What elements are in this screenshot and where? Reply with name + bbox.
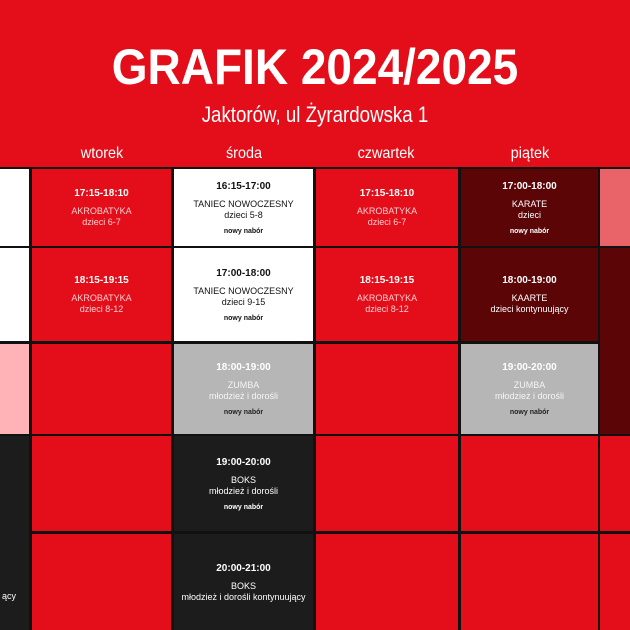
class-group: dzieci 8-12 [365, 304, 409, 314]
class-card-friday-1 [461, 169, 598, 246]
day-header-thursday: czwartek [357, 145, 415, 162]
class-name: KARATE [511, 198, 548, 209]
empty-cell [461, 534, 598, 630]
saturday-cell-4 [600, 534, 630, 630]
class-name: TANIEC NOWOCZESNY [193, 198, 294, 209]
class-group: młodzież i dorośli kontynuujący [181, 591, 306, 602]
empty-cell [316, 344, 458, 434]
new-enrollment-note: nowy nabór [223, 314, 264, 322]
class-name: ZUMBA [227, 380, 260, 390]
class-time: 19:00-20:00 [502, 362, 557, 373]
monday-cell-4-text: ący [2, 591, 17, 601]
class-time: 19:00-20:00 [216, 456, 271, 468]
class-group: dzieci 8-12 [79, 304, 124, 314]
class-time: 18:15-19:15 [74, 275, 129, 286]
class-card-wednesday-2 [174, 248, 313, 341]
class-group: dzieci [517, 209, 541, 220]
class-time: 20:00-21:00 [216, 562, 271, 574]
class-name: KAARTE [511, 293, 548, 303]
class-card-friday-2 [461, 248, 598, 341]
saturday-cell-3 [600, 436, 630, 531]
class-name: ZUMBA [513, 380, 546, 390]
class-name: BOKS [230, 580, 256, 591]
class-card-wednesday-3 [174, 344, 313, 434]
monday-cell-4 [0, 436, 29, 630]
schedule-grid [0, 167, 630, 630]
class-group: dzieci 5-8 [224, 209, 263, 220]
class-group: dzieci 6-7 [82, 217, 121, 227]
saturday-cell-2 [600, 248, 630, 434]
class-time: 17:00-18:00 [502, 180, 557, 192]
class-card-thursday-1 [316, 169, 458, 246]
class-name: AKROBATYKA [356, 206, 418, 216]
empty-cell [32, 534, 171, 630]
class-group: młodzież i dorośli [208, 485, 279, 496]
class-group: młodzież i dorośli [494, 391, 565, 401]
class-time: 18:15-19:15 [359, 275, 415, 286]
new-enrollment-note: nowy nabór [509, 227, 550, 235]
class-group: dzieci 9-15 [221, 296, 266, 307]
day-header-wednesday: środa [225, 145, 263, 162]
class-group: dzieci kontynuujący [490, 304, 569, 314]
empty-cell [32, 436, 171, 531]
empty-cell [316, 436, 458, 531]
class-time: 18:00-19:00 [502, 275, 557, 286]
class-card-wednesday-5 [174, 534, 313, 630]
class-time: 17:15-18:10 [359, 188, 415, 199]
class-name: AKROBATYKA [71, 293, 132, 303]
new-enrollment-note: nowy nabór [223, 409, 264, 416]
class-name: BOKS [230, 474, 256, 485]
empty-cell [316, 534, 458, 630]
class-group: dzieci 6-7 [367, 217, 407, 227]
class-name: AKROBATYKA [71, 206, 132, 216]
saturday-cell-1 [600, 169, 630, 246]
monday-cell-3 [0, 344, 29, 434]
class-card-wednesday-4 [174, 436, 313, 531]
page-subtitle: Jaktorów, ul Żyrardowska 1 [201, 102, 429, 127]
class-group: młodzież i dorośli [208, 391, 279, 401]
class-name: TANIEC NOWOCZESNY [193, 285, 294, 296]
day-header-friday: piątek [510, 145, 550, 162]
empty-cell [461, 436, 598, 531]
day-header-tuesday: wtorek [80, 145, 124, 162]
new-enrollment-note: nowy nabór [223, 503, 264, 511]
class-card-friday-3 [461, 344, 598, 434]
class-time: 17:15-18:10 [74, 188, 129, 199]
class-time: 17:00-18:00 [216, 267, 271, 279]
class-card-thursday-2 [316, 248, 458, 341]
monday-cell-2 [0, 248, 29, 341]
empty-cell [32, 344, 171, 434]
class-time: 16:15-17:00 [216, 180, 271, 192]
class-name: AKROBATYKA [356, 293, 418, 303]
new-enrollment-note: nowy nabór [223, 227, 264, 235]
class-card-wednesday-1 [174, 169, 313, 246]
monday-cell-1 [0, 169, 29, 246]
class-time: 18:00-19:00 [216, 362, 271, 373]
page-title: GRAFIK 2024/2025 [111, 39, 519, 95]
class-card-tuesday-2 [32, 248, 171, 341]
class-card-tuesday-1 [32, 169, 171, 246]
new-enrollment-note: nowy nabór [509, 409, 550, 416]
